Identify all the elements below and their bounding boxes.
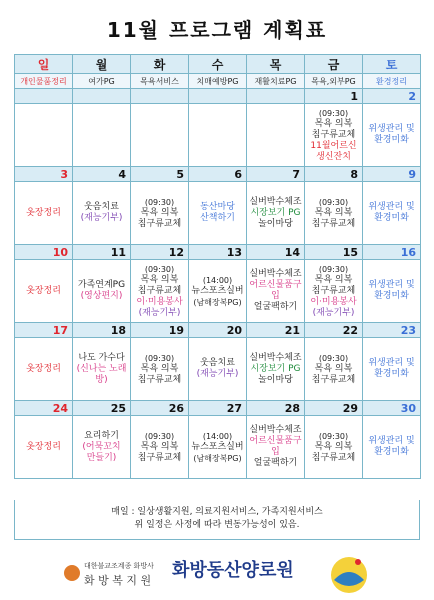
date-tue: 5: [131, 167, 189, 182]
activity-line: 목욕 의복: [314, 118, 353, 129]
activity-cell-tue: [131, 416, 189, 479]
activity-line: 뉴스포츠실버: [191, 285, 244, 296]
date-wed: [189, 89, 247, 104]
date-tue: 26: [131, 401, 189, 416]
activity-line: 뉴스포츠실버: [191, 441, 244, 452]
activity-cell-mon: [73, 260, 131, 323]
date-sun: [15, 89, 73, 104]
activity-line: 침구류교체: [311, 374, 356, 385]
activity-cell-wed: [189, 338, 247, 401]
activity-line: 11월어르신: [310, 140, 357, 151]
activity-cell-tue: [131, 182, 189, 245]
activity-line: (09:30): [318, 197, 349, 207]
activity-line: (09:30): [144, 197, 175, 207]
activity-row: [15, 338, 421, 401]
activity-line: 옷장정리: [26, 363, 61, 374]
activity-cell-sat: [363, 104, 421, 167]
activity-cell-sat: [363, 182, 421, 245]
date-thu: 21: [247, 323, 305, 338]
activity-cell-tue: [131, 338, 189, 401]
activity-line: 목욕 의복: [140, 207, 179, 218]
activity-line: (재능기부): [138, 307, 181, 318]
activity-line: 위생관리 및: [368, 436, 415, 446]
program-fri: 목욕,외부PG: [305, 74, 363, 89]
activity-line: 환경미화: [374, 369, 409, 379]
activity-line: 시장보기 PG: [250, 207, 301, 218]
date-row: [15, 89, 421, 104]
activity-row: [15, 260, 421, 323]
weekday-wed: 수: [189, 55, 247, 74]
activity-line: 침구류교체: [137, 374, 182, 385]
activity-cell-fri: [305, 338, 363, 401]
weekday-header-row: [15, 55, 421, 74]
footer-line-daily: 매일 : 일상생활지원, 의료지원서비스, 가족지원서비스: [111, 507, 323, 517]
activity-cell-sat: [363, 416, 421, 479]
weekday-sun: 일: [15, 55, 73, 74]
date-tue: [131, 89, 189, 104]
date-fri: 1: [305, 89, 363, 104]
activity-line: (09:30): [144, 431, 175, 441]
date-mon: 11: [73, 245, 131, 260]
activity-cell-tue: [131, 104, 189, 167]
activity-line: 산책하기: [200, 213, 235, 223]
activity-line: 침구류교체: [311, 452, 356, 463]
activity-line: (재능기부): [196, 369, 239, 379]
activity-row: [15, 416, 421, 479]
program-type-row: [15, 74, 421, 89]
lotus-icon: [64, 565, 80, 581]
activity-line: 얼굴팩하기: [253, 302, 298, 312]
activity-cell-wed: [189, 416, 247, 479]
date-mon: 18: [73, 323, 131, 338]
weekday-fri: 금: [305, 55, 363, 74]
activity-line: (09:30): [318, 108, 349, 118]
activity-cell-mon: [73, 416, 131, 479]
calendar-weeks: [15, 89, 421, 479]
org-left-text: 화 방 복 지 원: [84, 574, 152, 587]
program-sat: 환경정리: [363, 74, 421, 89]
activity-line: 침구류교체: [311, 218, 356, 229]
date-fri: 8: [305, 167, 363, 182]
activity-line: (재능기부): [80, 213, 123, 223]
activity-line: 위생관리 및: [368, 358, 415, 368]
activity-cell-sun: [15, 182, 73, 245]
activity-line: 환경미화: [374, 447, 409, 457]
activity-line: 얼굴팩하기: [253, 458, 298, 468]
program-mon: 여가PG: [73, 74, 131, 89]
activity-line: 동산마당: [200, 202, 235, 212]
activity-line: 환경미화: [374, 213, 409, 223]
activity-line: 어르신물품구입: [249, 436, 302, 457]
activity-line: (09:30): [318, 264, 349, 274]
activity-line: 옷장정리: [26, 207, 61, 218]
activity-line: (남해장복PG): [193, 453, 242, 463]
date-fri: 29: [305, 401, 363, 416]
date-row: [15, 245, 421, 260]
org-name: 화방동산양로원: [172, 560, 294, 581]
activity-line: 이·미용봉사: [310, 296, 357, 307]
activity-cell-sat: [363, 260, 421, 323]
activity-cell-sat: [363, 338, 421, 401]
date-sun: 10: [15, 245, 73, 260]
activity-line: 목욕 의복: [140, 274, 179, 285]
date-sun: 3: [15, 167, 73, 182]
date-sun: 24: [15, 401, 73, 416]
activity-line: 위생관리 및: [368, 124, 415, 134]
activity-cell-thu: [247, 338, 305, 401]
activity-cell-fri: [305, 104, 363, 167]
org-sub-text: 대한불교조계종 화방사: [84, 562, 154, 570]
activity-line: 웃음치료: [200, 358, 235, 368]
activity-line: 생신잔치: [316, 151, 351, 162]
activity-line: (09:30): [144, 264, 175, 274]
activity-line: (09:30): [318, 431, 349, 441]
activity-line: 옷장정리: [26, 441, 61, 452]
date-tue: 19: [131, 323, 189, 338]
date-mon: [73, 89, 131, 104]
activity-line: (09:30): [318, 353, 349, 363]
activity-cell-mon: [73, 338, 131, 401]
activity-cell-wed: [189, 260, 247, 323]
date-mon: 25: [73, 401, 131, 416]
activity-cell-thu: [247, 416, 305, 479]
date-thu: 28: [247, 401, 305, 416]
program-tue: 목욕서비스: [131, 74, 189, 89]
date-sat: 16: [363, 245, 421, 260]
page-title: 11월 프로그램 계획표: [106, 18, 328, 42]
weekday-sat: 토: [363, 55, 421, 74]
date-wed: 6: [189, 167, 247, 182]
activity-line: 목욕 의복: [140, 441, 179, 452]
activity-line: (어묵꼬치: [82, 441, 121, 452]
weekday-thu: 목: [247, 55, 305, 74]
date-thu: [247, 89, 305, 104]
activity-cell-thu: [247, 104, 305, 167]
activity-cell-thu: [247, 182, 305, 245]
activity-line: 요리하기: [84, 430, 119, 441]
date-sun: 17: [15, 323, 73, 338]
activity-line: 침구류교체: [311, 285, 356, 296]
date-row: [15, 323, 421, 338]
weekday-mon: 월: [73, 55, 131, 74]
org-emblem-icon: [328, 554, 370, 596]
weekday-tue: 화: [131, 55, 189, 74]
activity-line: 나도 가수다: [78, 352, 125, 363]
activity-line: 목욕 의복: [140, 363, 179, 374]
date-sat: 9: [363, 167, 421, 182]
activity-row: [15, 182, 421, 245]
activity-line: 침구류교체: [137, 452, 182, 463]
activity-cell-sun: [15, 260, 73, 323]
footer-note: [14, 500, 420, 540]
activity-cell-wed: [189, 104, 247, 167]
date-sat: 2: [363, 89, 421, 104]
footer-line-notice: 위 일정은 사정에 따라 변동가능성이 있음.: [134, 520, 300, 530]
date-row: [15, 167, 421, 182]
date-sat: 30: [363, 401, 421, 416]
activity-cell-tue: [131, 260, 189, 323]
calendar-table: [14, 54, 421, 479]
activity-line: (신나는 노래방): [76, 363, 127, 385]
activity-line: 실버박수체조: [249, 269, 302, 279]
activity-cell-sun: [15, 416, 73, 479]
activity-line: 환경미화: [374, 135, 409, 145]
activity-row: [15, 104, 421, 167]
date-wed: 13: [189, 245, 247, 260]
activity-line: (14:00): [202, 275, 233, 285]
activity-line: (영상편지): [80, 291, 123, 301]
activity-line: 가족연계PG: [77, 280, 126, 290]
activity-line: 목욕 의복: [314, 363, 353, 374]
activity-cell-sun: [15, 338, 73, 401]
activity-line: 이·미용봉사: [136, 296, 183, 307]
program-thu: 재활치료PG: [247, 74, 305, 89]
date-fri: 15: [305, 245, 363, 260]
activity-line: 웃음치료: [84, 202, 119, 212]
activity-line: 환경미화: [374, 291, 409, 301]
activity-line: 목욕 의복: [314, 274, 353, 285]
date-wed: 27: [189, 401, 247, 416]
activity-line: 놀이마당: [258, 218, 293, 229]
activity-line: 목욕 의복: [314, 441, 353, 452]
date-wed: 20: [189, 323, 247, 338]
program-sun: 개인물품정리: [15, 74, 73, 89]
org-logo-left: [62, 556, 182, 590]
activity-cell-fri: [305, 260, 363, 323]
activity-line: 침구류교체: [137, 285, 182, 296]
activity-cell-fri: [305, 182, 363, 245]
activity-line: 침구류교체: [137, 218, 182, 229]
activity-line: (재능기부): [312, 307, 355, 318]
activity-line: 위생관리 및: [368, 202, 415, 212]
activity-cell-fri: [305, 416, 363, 479]
activity-line: (14:00): [202, 431, 233, 441]
activity-line: 놀이마당: [258, 374, 293, 385]
activity-line: (남해장복PG): [193, 297, 242, 307]
activity-line: (09:30): [144, 353, 175, 363]
activity-line: 어르신물품구입: [249, 280, 302, 301]
activity-line: 위생관리 및: [368, 280, 415, 290]
activity-line: 침구류교체: [311, 129, 356, 140]
activity-line: 실버박수체조: [249, 196, 302, 207]
date-tue: 12: [131, 245, 189, 260]
activity-line: 목욕 의복: [314, 207, 353, 218]
activity-line: 시장보기 PG: [250, 363, 301, 374]
activity-line: 실버박수체조: [249, 352, 302, 363]
activity-line: 만들기): [86, 452, 117, 463]
activity-cell-mon: [73, 182, 131, 245]
activity-cell-sun: [15, 104, 73, 167]
date-thu: 7: [247, 167, 305, 182]
activity-cell-mon: [73, 104, 131, 167]
date-sat: 23: [363, 323, 421, 338]
date-row: [15, 401, 421, 416]
date-fri: 22: [305, 323, 363, 338]
date-mon: 4: [73, 167, 131, 182]
program-wed: 치매예방PG: [189, 74, 247, 89]
activity-cell-wed: [189, 182, 247, 245]
activity-line: 실버박수체조: [249, 425, 302, 435]
activity-cell-thu: [247, 260, 305, 323]
activity-line: 옷장정리: [26, 285, 61, 296]
date-thu: 14: [247, 245, 305, 260]
